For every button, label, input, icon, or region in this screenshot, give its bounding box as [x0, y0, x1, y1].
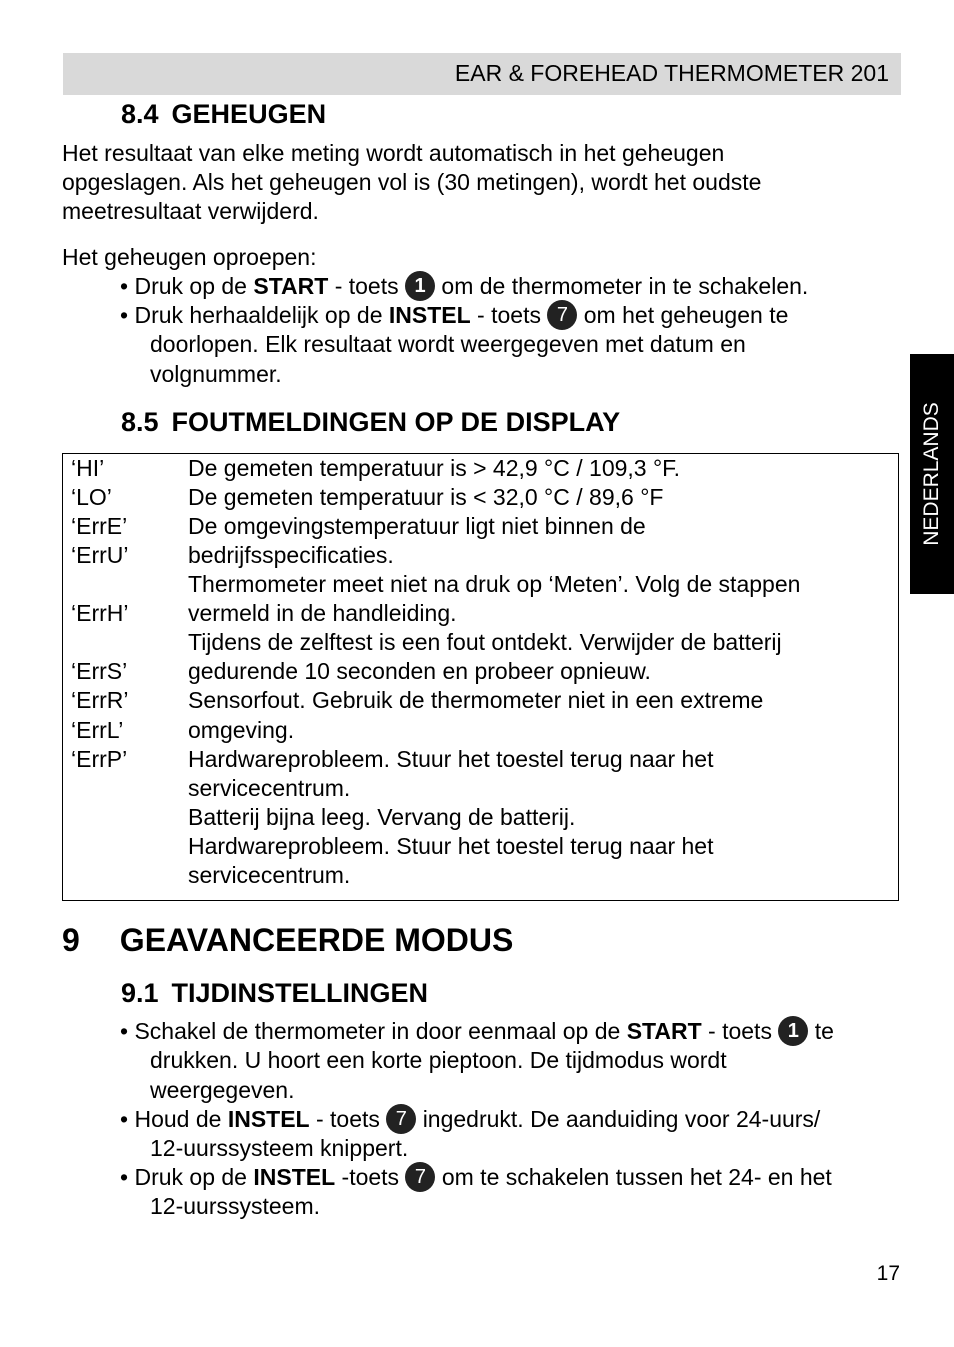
chapter-9-heading	[62, 922, 513, 959]
paragraph-line: opgeslagen. Als het geheugen vol is (30 metingen), wordt het oudste	[62, 169, 762, 195]
page-number: 17	[876, 1262, 900, 1285]
header-title: EAR & FOREHEAD THERMOMETER 201	[454, 60, 889, 86]
recall-label: Het geheugen oproepen:	[62, 244, 317, 270]
header-bar	[63, 53, 901, 95]
bullet-continuation: weergegeven.	[150, 1077, 295, 1103]
language-tab	[910, 354, 954, 594]
start-key-icon: 1	[405, 271, 435, 301]
section-number: 8.5	[121, 407, 159, 437]
error-code: ‘ErrU’	[71, 542, 129, 568]
error-description: De omgevingstemperatuur ligt niet binnen de	[188, 513, 646, 539]
instel-key-icon: 7	[386, 1104, 416, 1134]
bullet-hold-instel: • Houd de INSTEL - toets 7 ingedrukt. De aanduiding voor 24-uurs/	[120, 1105, 820, 1134]
error-description: Batterij bijna leeg. Vervang de batterij.	[188, 804, 576, 830]
section-9-1-heading	[121, 978, 428, 1009]
error-description: Thermometer meet niet na druk op ‘Meten’. Volg de stappen	[188, 571, 801, 597]
bullet-continuation: volgnummer.	[150, 361, 282, 387]
section-title: GEHEUGEN	[171, 99, 327, 129]
error-description: Hardwareprobleem. Stuur het toestel terug naar het	[188, 833, 714, 859]
error-description: servicecentrum.	[188, 862, 351, 888]
error-description: De gemeten temperatuur is > 42,9 °C / 109,3 °F.	[188, 455, 681, 481]
error-description: Sensorfout. Gebruik de thermometer niet in een extreme	[188, 687, 764, 713]
section-number: 8.4	[121, 99, 159, 129]
bullet-switch-on: • Schakel de thermometer in door eenmaal op de START - toets 1 te	[120, 1017, 834, 1046]
error-description: vermeld in de handleiding.	[188, 600, 457, 626]
error-description: bedrijfsspecificaties.	[188, 542, 394, 568]
error-description: Tijdens de zelftest is een fout ontdekt. Verwijder de batterij	[188, 629, 782, 655]
bullet-toggle-mode: • Druk op de INSTEL -toets 7 om te schakelen tussen het 24- en het	[120, 1163, 832, 1192]
error-code: ‘HI’	[71, 455, 105, 481]
error-code: ‘ErrR’	[71, 687, 129, 713]
bullet-continuation: doorlopen. Elk resultaat wordt weergegeven met datum en	[150, 331, 746, 357]
error-description: omgeving.	[188, 717, 295, 743]
error-description: servicecentrum.	[188, 775, 351, 801]
error-code: ‘ErrP’	[71, 746, 128, 772]
chapter-number: 9	[62, 922, 80, 958]
error-code: ‘ErrH’	[71, 600, 129, 626]
section-8-4-heading	[121, 99, 326, 130]
start-key-icon: 1	[778, 1016, 808, 1046]
section-8-4-paragraph	[62, 139, 761, 226]
section-8-5-heading	[121, 407, 620, 438]
bullet-continuation: drukken. U hoort een korte pieptoon. De tijdmodus wordt	[150, 1047, 727, 1073]
error-description: Hardwareprobleem. Stuur het toestel terug naar het	[188, 746, 714, 772]
bullet-continuation: 12-uurssysteem.	[150, 1193, 321, 1219]
instel-key-icon: 7	[405, 1162, 435, 1192]
instel-key-icon: 7	[547, 300, 577, 330]
section-number: 9.1	[121, 978, 159, 1008]
language-tab-label: NEDERLANDS	[920, 402, 943, 546]
error-code: ‘ErrL’	[71, 717, 124, 743]
error-code: ‘LO’	[71, 484, 112, 510]
error-description: De gemeten temperatuur is < 32,0 °C / 89,6 °F	[188, 484, 664, 510]
section-title: TIJDINSTELLINGEN	[171, 978, 429, 1008]
error-code: ‘ErrS’	[71, 658, 128, 684]
section-title: FOUTMELDINGEN OP DE DISPLAY	[171, 407, 621, 437]
bullet-start: • Druk op de START - toets 1 om de thermometer in te schakelen.	[120, 272, 808, 301]
paragraph-line: Het resultaat van elke meting wordt automatisch in het geheugen	[62, 140, 725, 166]
error-description: gedurende 10 seconden en probeer opnieuw.	[188, 658, 651, 684]
bullet-instel: • Druk herhaaldelijk op de INSTEL - toets 7 om het geheugen te	[120, 301, 788, 330]
bullet-continuation: 12-uurssysteem knippert.	[150, 1135, 409, 1161]
chapter-title: GEAVANCEERDE MODUS	[119, 922, 514, 958]
paragraph-line: meetresultaat verwijderd.	[62, 198, 319, 224]
error-code: ‘ErrE’	[71, 513, 128, 539]
